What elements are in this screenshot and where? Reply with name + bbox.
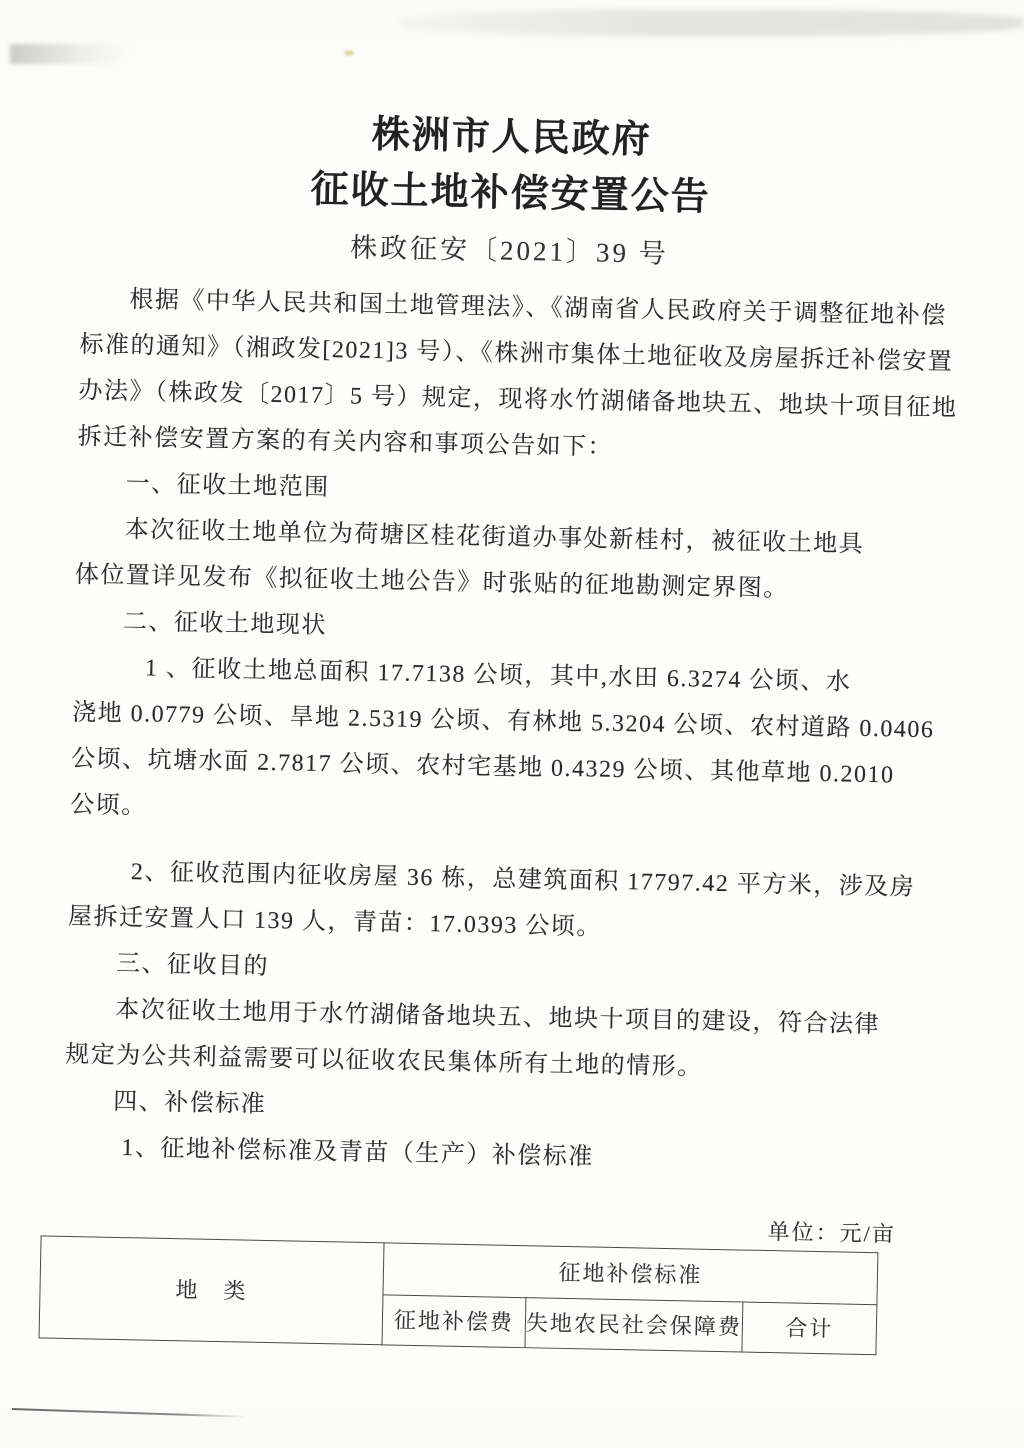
doc-number: 株政征安〔2021〕39 号 — [349, 232, 670, 269]
table-cell-social-security: 失地农民社会保障费 — [525, 1298, 743, 1352]
section-heading-3: 三、征收目的 — [115, 950, 270, 980]
section-heading-2: 二、征收土地现状 — [122, 608, 328, 640]
paragraph-line: 根据《中华人民共和国土地管理法》、《湖南省人民政府关于调整征地补偿 — [129, 287, 947, 330]
scan-line-artifact — [12, 1408, 247, 1418]
paragraph-line: 2、征收范围内征收房屋 36 栋，总建筑面积 17797.42 平方米，涉及房 — [130, 859, 916, 901]
table-unit-label: 单位：元/亩 — [767, 1219, 897, 1247]
paragraph-line: 公顷、坑塘水面 2.7817 公顷、农村宅基地 0.4329 公顷、其他草地 0.2010 — [70, 745, 895, 789]
paragraph-line: 本次征收土地单位为荷塘区桂花街道办事处新桂村，被征收土地具 — [124, 516, 865, 558]
paragraph-line: 浇地 0.0779 公顷、旱地 2.5319 公顷、有林地 5.3204 公顷、农村道路 0.0406 — [71, 699, 935, 744]
paragraph-intro — [77, 276, 963, 478]
title-line-1: 株洲市人民政府 — [371, 113, 653, 162]
table-cell-fee: 征地补偿费 — [382, 1295, 526, 1348]
paragraph-line: 1 、征收土地总面积 17.7138 公顷，其中,水田 6.3274 公顷、水 — [144, 655, 852, 696]
paragraph-line: 标准的通知》（湘政发[2021]3 号）、《株洲市集体土地征收及房屋拆迁补偿安置 — [79, 332, 954, 376]
paragraph-line: 公顷。 — [69, 791, 147, 820]
table-cell-land-type: 地 类 — [39, 1236, 384, 1345]
paragraph-line: 拆迁补偿安置方案的有关内容和事项公告如下： — [77, 424, 614, 461]
paragraph-sub-item: 1、征地补偿标准及青苗（生产）补偿标准 — [121, 1135, 595, 1171]
document-body — [0, 256, 1021, 1357]
table-cell-standard: 征地补偿标准 — [383, 1243, 878, 1305]
paragraph-line: 体位置详见发布《拟征收土地公告》时张贴的征地勘测定界图。 — [74, 561, 789, 603]
paragraph-line: 本次征收土地用于水竹湖储备地块五、地块十项目的建设，符合法律 — [114, 996, 881, 1039]
table-cell-total: 合计 — [742, 1302, 877, 1355]
paragraph-scope — [74, 506, 958, 616]
paragraph-line: 办法》（株政发〔2017〕5 号）规定，现将水竹湖储备地块五、地块十项目征地 — [78, 378, 958, 422]
paragraph-line: 规定为公共利益需要可以征收农民集体所有土地的情形。 — [64, 1041, 703, 1081]
paragraph-house-status — [68, 848, 952, 958]
title-line-2: 征收土地补偿安置公告 — [310, 168, 711, 219]
paragraph-land-status — [70, 644, 956, 846]
document-title — [0, 0, 1024, 229]
paragraph-purpose — [65, 986, 949, 1096]
paragraph-line: 屋拆迁安置人口 139 人，青苗：17.0393 公顷。 — [67, 903, 603, 941]
section-heading-1: 一、征收土地范围 — [125, 470, 330, 502]
compensation-table — [39, 1235, 879, 1355]
section-heading-4: 四、补偿标准 — [113, 1088, 267, 1118]
table-header-row — [40, 1236, 878, 1305]
